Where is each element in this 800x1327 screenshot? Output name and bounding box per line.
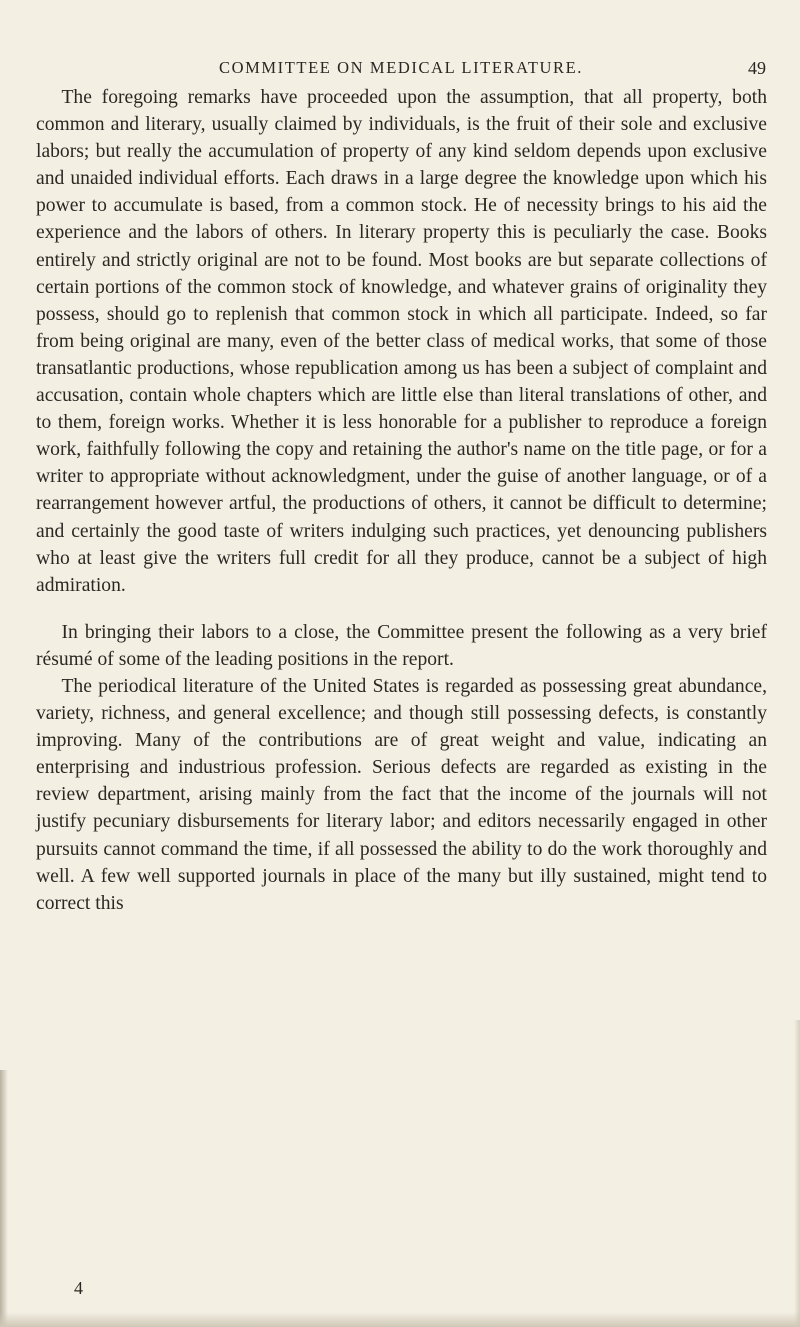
running-head: COMMITTEE ON MEDICAL LITERATURE. xyxy=(218,58,584,77)
body-text xyxy=(36,84,767,917)
page-edge-shadow-left xyxy=(0,1070,8,1327)
page-edge-shadow-bottom xyxy=(0,1312,800,1327)
page-edge-shadow-right xyxy=(794,1020,800,1327)
paragraph-resume-intro: In bringing their labors to a close, the Committee present the following as a very brief résumé of some of the leading positions in the report. xyxy=(36,621,767,670)
page-number: 49 xyxy=(748,58,766,78)
paragraph-periodical-literature: The periodical literature of the United States is regarded as possessing great abundance, variety, richness, and general excellence; and though still possessing defects, is constantly improving. Many of the contributions are of great weight and value, indicating an enterprising and industrious profession. Serious defects are regarded as existing in the review department, arising mainly from the fact that the income of the journals will not justify pecuniary disbursements for literary labor; and editors necessarily engaged in other pursuits cannot command the time, if all possessed the ability to do the work thoroughly and well. A few well supported journals in place of the many but illy sustained, might tend to correct this xyxy=(36,675,767,914)
paragraph-assumption: The foregoing remarks have proceeded upon the assumption, that all property, both common and literary, usually claimed by individuals, is the fruit of their sole and exclusive labors; but really the accumulation of property of any kind seldom depends upon exclusive and unaided individual efforts. Each draws in a large degree the knowledge upon which his power to accumulate is based, from a common stock. He of necessity brings to his aid the experience and the labors of others. In literary property this is peculiarly the case. Books entirely and strictly original are not to be found. Most books are but separate collections of certain portions of the common stock of knowledge, and whatever grains of originality they possess, should go to replenish that common stock in which all participate. Indeed, so far from being original are many, even of the better class of medical works, that some of those transatlantic productions, whose republication among us has been a subject of complaint and accusation, contain whole chapters which are little else than literal translations of other, and to them, foreign works. Whether it is less honorable for a publisher to reproduce a foreign work, faithfully following the copy and retaining the author's name on the title page, or for a writer to appropriate without acknowledgment, under the guise of another language, or of a rearrangement however artful, the productions of others, it cannot be difficult to determine; and certainly the good taste of writers indulging such practices, yet denouncing publishers who at least give the writers full credit for all they produce, cannot be a subject of high admiration. xyxy=(36,87,767,596)
signature-mark: 4 xyxy=(74,1278,83,1298)
